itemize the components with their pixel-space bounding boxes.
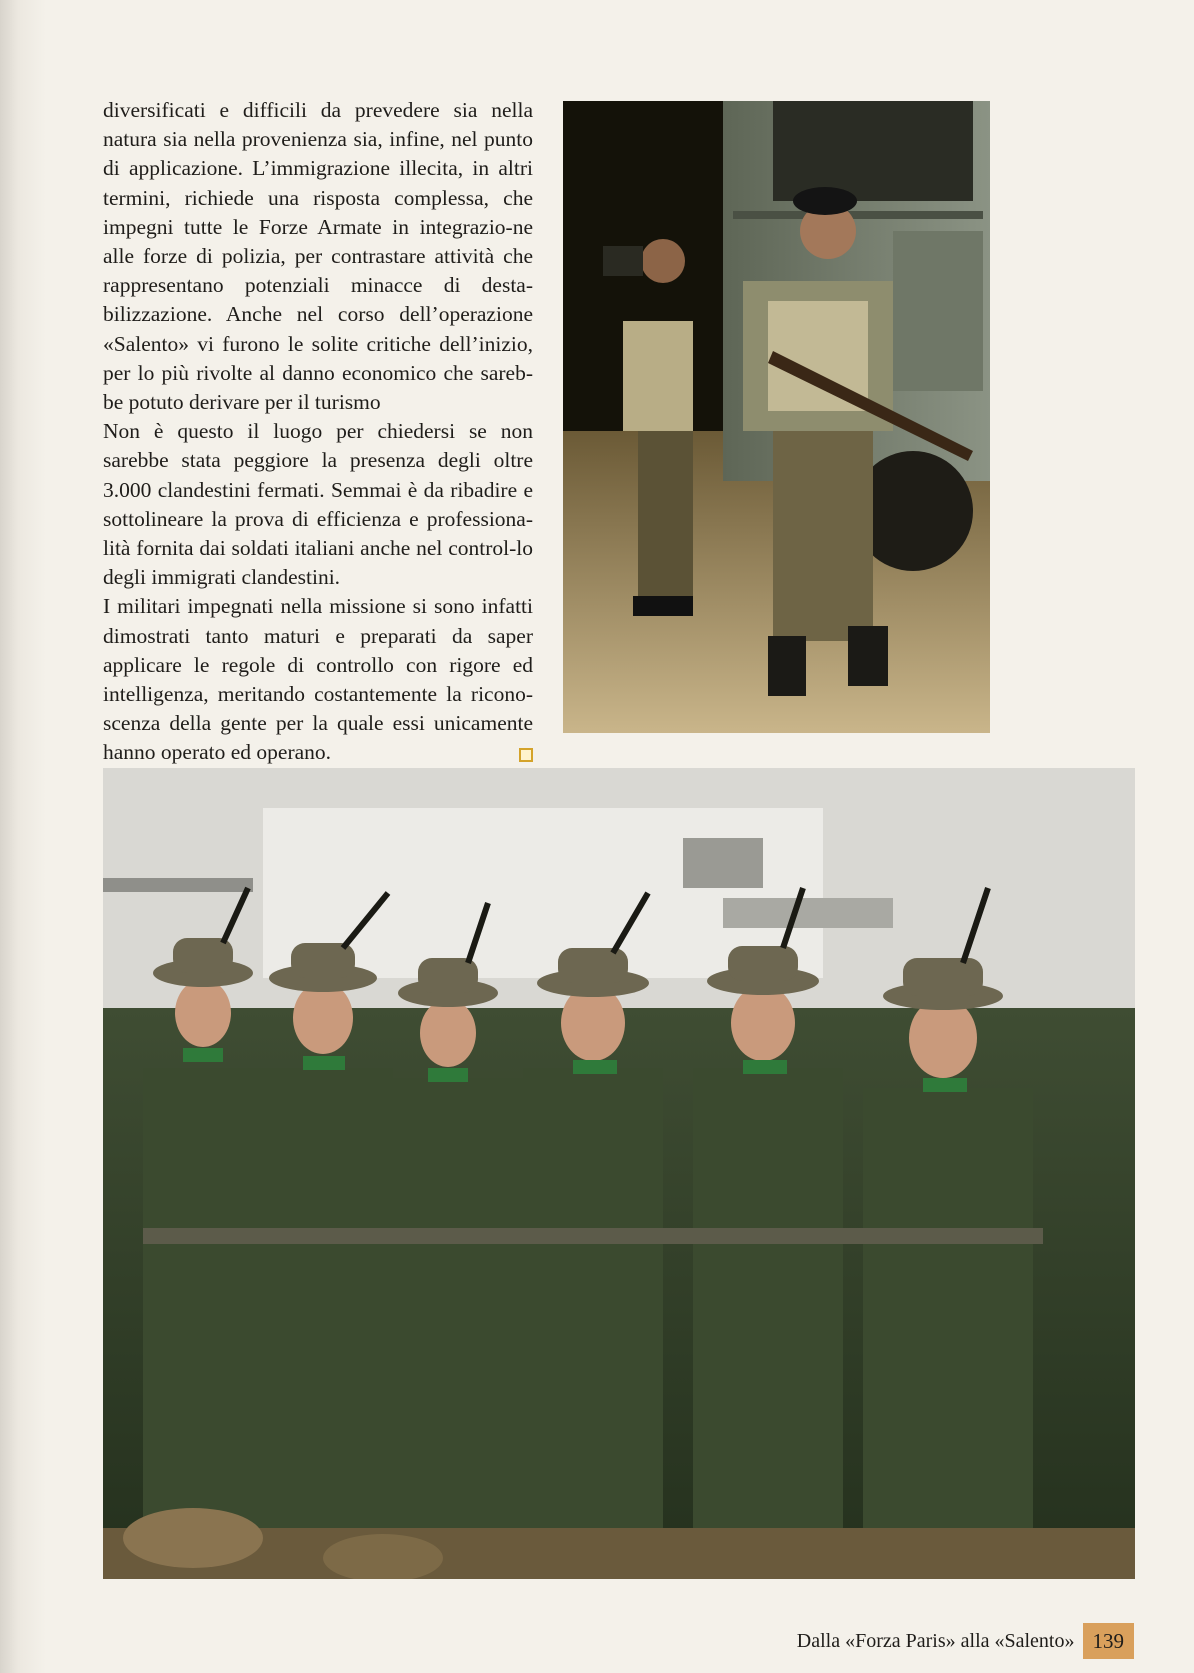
page-footer [797, 1623, 1134, 1659]
paragraph-1: diversificati e difficili da prevedere sia nella natura sia nella provenienza sia, infine, nel punto di applicazione. L’immigrazione illecita, in altri termini, richiede una risposta complessa, che impegni tutte le Forze Armate in integrazio-ne alle forze di polizia, per contrastare attività che rappresentano potenziali minacce di desta-bilizzazione. Anche nel corso dell’operazione «Salento» vi furono le solite critiche dell’inizio, per lo più rivolte al danno economico che sareb-be potuto derivare per il turismo [103, 98, 533, 415]
page-number: 139 [1083, 1623, 1135, 1659]
paragraph-3 [103, 592, 533, 767]
article-body [103, 96, 533, 768]
photo-alpini-formation [103, 768, 1135, 1579]
paragraph-3-text: I militari impegnati nella missione si sono infatti dimostrati tanto maturi e preparati da saper applicare le regole di controllo con rigore ed intelligenza, meritando costantemente la ricono-scenza della gente per la quale essi unicamente hanno operato ed operano. [103, 594, 533, 765]
alpini-formation-illustration [103, 768, 1135, 1579]
night-patrol-illustration [563, 101, 990, 733]
binding-shadow [0, 0, 46, 1673]
paragraph-2: Non è questo il luogo per chiedersi se non sarebbe stata peggiore la presenza degli oltre 3.000 clandestini fermati. Semmai è da ribadire e sottolineare la prova di efficienza e professiona-lità fornita dai soldati italiani anche nel control-lo degli immigrati clandestini. [103, 419, 533, 590]
running-title: Dalla «Forza Paris» alla «Salento» [796, 1629, 1075, 1652]
photo-night-patrol [563, 101, 990, 733]
end-of-article-icon [519, 748, 533, 762]
